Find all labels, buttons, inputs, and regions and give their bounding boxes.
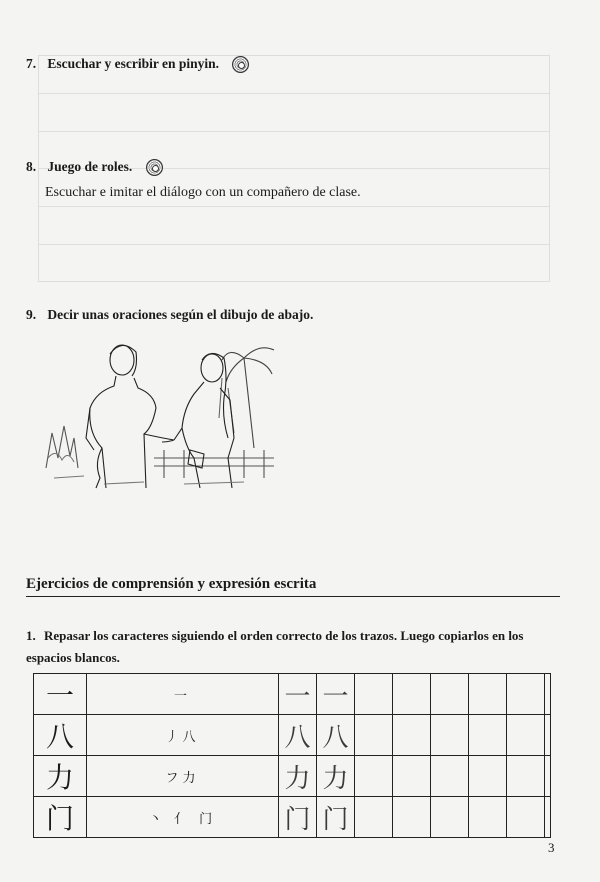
model-character: 力 bbox=[34, 756, 87, 797]
exercise-number: 7. bbox=[26, 56, 37, 71]
blank-practice-cell[interactable] bbox=[355, 715, 393, 756]
blank-practice-cell[interactable] bbox=[469, 674, 507, 715]
cd-audio-icon[interactable] bbox=[232, 56, 249, 73]
trace-cell: 八 bbox=[279, 715, 317, 756]
exercise-7 bbox=[26, 56, 249, 73]
blank-practice-cell[interactable] bbox=[507, 715, 545, 756]
blank-practice-cell[interactable] bbox=[355, 756, 393, 797]
blank-practice-cell[interactable] bbox=[431, 715, 469, 756]
blank-practice-cell[interactable] bbox=[469, 756, 507, 797]
exercise-number: 9. bbox=[26, 307, 37, 322]
exercise-label: Decir unas oraciones según el dibujo de abajo. bbox=[47, 307, 314, 322]
trace-cell: 门 bbox=[317, 797, 355, 838]
blank-practice-cell[interactable] bbox=[545, 674, 551, 715]
blank-practice-cell[interactable] bbox=[469, 715, 507, 756]
grid-row bbox=[34, 674, 551, 715]
blank-practice-cell[interactable] bbox=[469, 797, 507, 838]
blank-practice-cell[interactable] bbox=[355, 797, 393, 838]
model-character: 八 bbox=[34, 715, 87, 756]
blank-practice-cell[interactable] bbox=[393, 797, 431, 838]
exercise-number: 8. bbox=[26, 159, 37, 174]
stroke-order: 丿八 bbox=[87, 715, 279, 756]
grid-row bbox=[34, 715, 551, 756]
blank-practice-cell[interactable] bbox=[393, 674, 431, 715]
model-character: 一 bbox=[34, 674, 87, 715]
blank-practice-cell[interactable] bbox=[431, 797, 469, 838]
stroke-order: 一 bbox=[87, 674, 279, 715]
grid-row bbox=[34, 797, 551, 838]
exercise-label: Escuchar y escribir en pinyin. bbox=[47, 56, 220, 71]
exercise-8 bbox=[26, 159, 163, 176]
blank-practice-cell[interactable] bbox=[507, 797, 545, 838]
exercise-9 bbox=[26, 307, 313, 323]
blank-practice-cell[interactable] bbox=[393, 756, 431, 797]
handshake-illustration bbox=[44, 338, 276, 490]
writing-task bbox=[26, 625, 566, 669]
trace-cell: 力 bbox=[279, 756, 317, 797]
blank-practice-cell[interactable] bbox=[545, 715, 551, 756]
blank-practice-cell[interactable] bbox=[507, 756, 545, 797]
blank-practice-cell[interactable] bbox=[545, 756, 551, 797]
grid-row bbox=[34, 756, 551, 797]
blank-practice-cell[interactable] bbox=[393, 715, 431, 756]
trace-cell: 力 bbox=[317, 756, 355, 797]
trace-cell: 一 bbox=[279, 674, 317, 715]
cd-audio-icon[interactable] bbox=[146, 159, 163, 176]
character-practice-grid bbox=[33, 673, 551, 838]
page-number: 3 bbox=[548, 840, 555, 855]
blank-practice-cell[interactable] bbox=[355, 674, 393, 715]
blank-practice-cell[interactable] bbox=[507, 674, 545, 715]
stroke-order: 丶 亻 门 bbox=[87, 797, 279, 838]
exercise-8-instruction: Escuchar e imitar el diálogo con un compañero de clase. bbox=[45, 185, 361, 200]
exercise-label: Juego de roles. bbox=[47, 159, 133, 174]
task-text: Repasar los caracteres siguiendo el orden correcto de los trazos. Luego copiarlos en los espacios blancos. bbox=[26, 628, 524, 665]
blank-practice-cell[interactable] bbox=[431, 756, 469, 797]
blank-practice-cell[interactable] bbox=[545, 797, 551, 838]
trace-cell: 八 bbox=[317, 715, 355, 756]
section-title: Ejercicios de comprensión y expresión escrita bbox=[26, 576, 560, 597]
stroke-order: フ力 bbox=[87, 756, 279, 797]
trace-cell: 一 bbox=[317, 674, 355, 715]
blank-practice-cell[interactable] bbox=[431, 674, 469, 715]
trace-cell: 门 bbox=[279, 797, 317, 838]
task-number: 1. bbox=[26, 628, 36, 643]
model-character: 门 bbox=[34, 797, 87, 838]
